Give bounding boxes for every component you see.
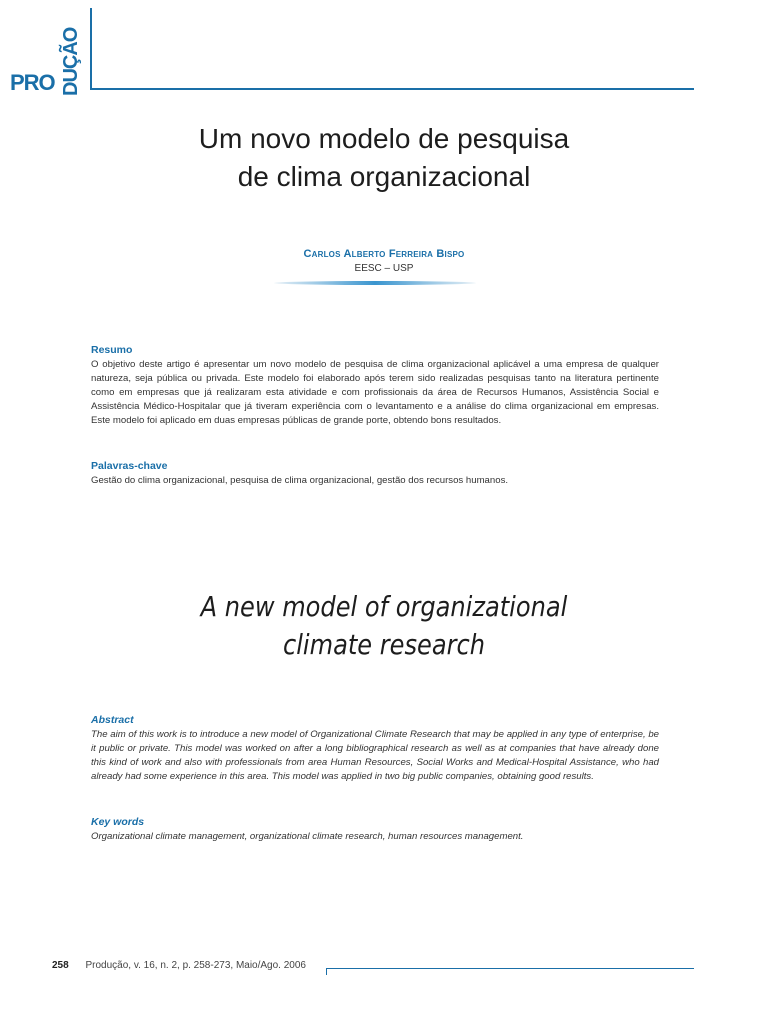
title-en-line-1: A new model of organizational [200,590,568,623]
logo-pro: PRO [10,70,55,95]
abstract-heading: Abstract [91,714,134,726]
author-name: Carlos Alberto Ferreira Bispo [303,248,465,260]
header-rule [90,88,694,90]
author-affiliation: EESC – USP [354,263,414,274]
title-en-line-2: climate research [283,628,485,661]
keywords-heading: Key words [91,816,145,828]
resumo-section [91,344,659,428]
keywords-section [91,816,659,844]
resumo-text: O objetivo deste artigo é apresentar um novo modelo de pesquisa de clima organizacional aplicável a uma empresa de qualquer natureza, seja pública ou privada. Este modelo foi elaborado após terem sido realizadas pesquisas tanto na literatura pertinente como em empresas que já realizaram esta atividade e com profissionais da área de Recursos Humanos, Assistência Social e Assistência Médico-Hospitalar que já tiveram experiência com o levantamento e a análise do clima organizacional em empresas. Este modelo foi aplicado em duas empresas públicas de grande porte, obtendo bons resultados. [91,359,659,426]
header-vertical-rule [90,8,92,90]
citation: Produção, v. 16, n. 2, p. 258-273, Maio/Ago. 2006 [85,960,306,971]
author-divider [274,281,476,285]
footer-rule [326,968,694,969]
abstract-section [91,714,659,784]
page-footer [52,960,306,971]
keywords-text: Organizational climate management, organizational climate research, human resources management. [91,831,524,842]
title-pt-line-1: Um novo modelo de pesquisa [198,123,570,154]
palavras-text: Gestão do clima organizacional, pesquisa de clima organizacional, gestão dos recursos humanos. [91,475,509,486]
palavras-section [91,460,659,488]
footer-rule-tick [326,968,327,975]
title-english [54,588,714,664]
page-number: 258 [52,960,69,971]
palavras-heading: Palavras-chave [91,460,168,472]
title-portuguese [0,120,768,196]
title-pt-line-2: de clima organizacional [237,161,531,192]
resumo-heading: Resumo [91,344,133,356]
abstract-text: The aim of this work is to introduce a new model of Organizational Climate Research that may be applied in any type of enterprise, be it public or private. This model was worked on after a long bibliographical research as well as at companies that have already done this kind of work and also with professionals from area Human Resources, Social Works and Medical-Hospital Assistance, who had already had some experience in this area. This model was applied in two big public companies, obtaining good results. [91,729,659,782]
logo-ducao: DUÇÃO [60,27,82,96]
journal-logo [10,8,90,98]
